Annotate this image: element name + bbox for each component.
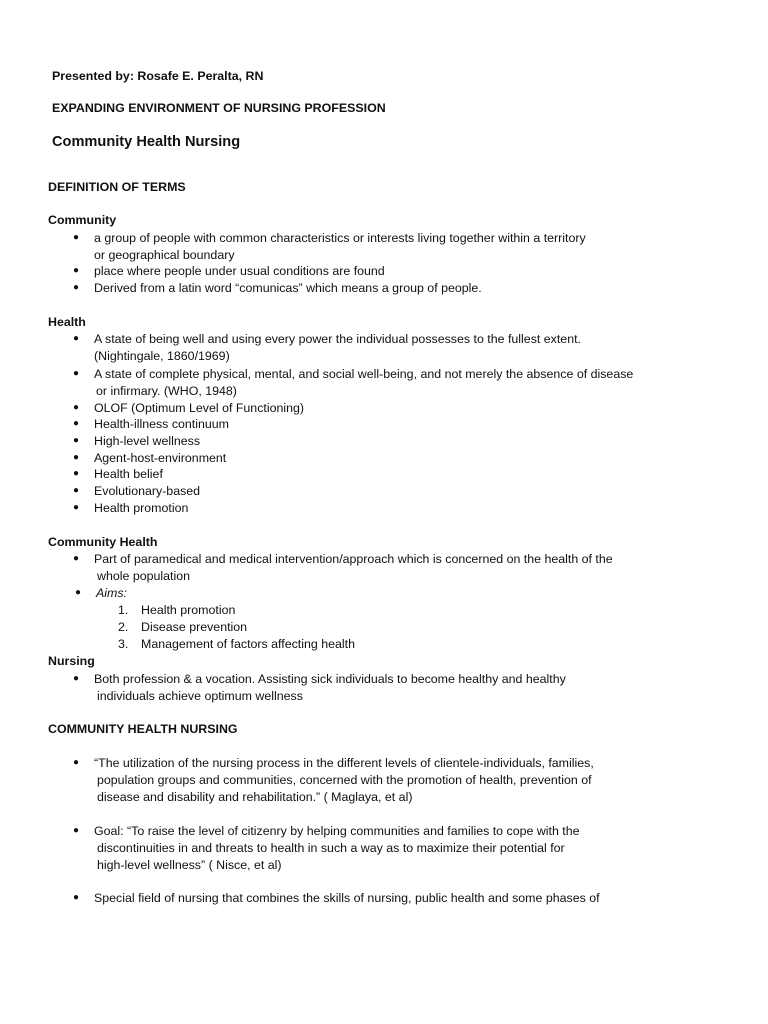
list-item: A state of being well and using every power the individual possesses to the fullest extent. (94, 332, 581, 346)
bullet-icon: ● (73, 435, 80, 446)
aim-item: Management of factors affecting health (141, 637, 355, 651)
list-item: Evolutionary-based (94, 484, 201, 498)
list-number: 1. (118, 603, 129, 617)
list-item-continuation: or infirmary. (WHO, 1948) (96, 384, 237, 398)
bullet-icon: ● (75, 587, 82, 598)
main-topic: EXPANDING ENVIRONMENT OF NURSING PROFESSION (52, 101, 386, 115)
section-heading-definitions: DEFINITION OF TERMS (48, 180, 186, 194)
aims-label: Aims: (96, 586, 127, 600)
list-item: High-level wellness (94, 434, 201, 448)
list-item: place where people under usual conditions are found (94, 264, 385, 278)
bullet-icon: ● (73, 485, 80, 496)
term-health: Health (48, 315, 86, 329)
list-item: Health belief (94, 467, 163, 481)
presenter-name: Rosafe E. Peralta, RN (137, 69, 264, 83)
list-item: a group of people with common characteristics or interests living together within a territory (94, 231, 586, 245)
list-number: 2. (118, 620, 129, 634)
bullet-icon: ● (73, 468, 80, 479)
list-item-continuation: discontinuities in and threats to health in such a way as to maximize their potential for (97, 841, 565, 855)
bullet-icon: ● (73, 265, 80, 276)
bullet-icon: ● (73, 368, 80, 379)
bullet-icon: ● (73, 892, 80, 903)
list-item-continuation: whole population (97, 569, 191, 583)
list-item-continuation: individuals achieve optimum wellness (97, 689, 303, 703)
list-item: Special field of nursing that combines the skills of nursing, public health and some phases of (94, 891, 600, 905)
page-title: Community Health Nursing (52, 134, 241, 150)
list-item: Part of paramedical and medical intervention/approach which is concerned on the health of the (94, 552, 613, 566)
list-item: OLOF (Optimum Level of Functioning) (94, 401, 305, 415)
aim-item: Health promotion (141, 603, 236, 617)
list-item-continuation: or geographical boundary (94, 248, 235, 262)
list-item-continuation: high-level wellness” ( Nisce, et al) (97, 858, 282, 872)
list-item: Goal: “To raise the level of citizenry by helping communities and families to cope with the (94, 824, 580, 838)
bullet-icon: ● (73, 333, 80, 344)
list-item: Health promotion (94, 501, 189, 515)
bullet-icon: ● (73, 282, 80, 293)
list-item: A state of complete physical, mental, and social well-being, and not merely the absence of disease (94, 367, 634, 381)
bullet-icon: ● (73, 418, 80, 429)
list-number: 3. (118, 637, 129, 651)
aim-item: Disease prevention (141, 620, 248, 634)
list-item: Agent-host-environment (94, 451, 227, 465)
list-item: Derived from a latin word “comunicas” which means a group of people. (94, 281, 482, 295)
bullet-icon: ● (73, 232, 80, 243)
term-community-health: Community Health (48, 535, 158, 549)
list-item: Health-illness continuum (94, 417, 229, 431)
list-item: Both profession & a vocation. Assisting sick individuals to become healthy and healthy (94, 672, 566, 686)
bullet-icon: ● (73, 553, 80, 564)
bullet-icon: ● (73, 502, 80, 513)
list-item-continuation: (Nightingale, 1860/1969) (94, 349, 230, 363)
bullet-icon: ● (73, 757, 80, 768)
presenter-label: Presented by: (52, 69, 134, 83)
term-community: Community (48, 213, 117, 227)
presenter-line (52, 68, 263, 84)
bullet-icon: ● (73, 402, 80, 413)
list-item-continuation: population groups and communities, concerned with the promotion of health, prevention of (97, 773, 592, 787)
bullet-icon: ● (73, 825, 80, 836)
list-item-continuation: disease and disability and rehabilitation.” ( Maglaya, et al) (97, 790, 413, 804)
list-item: “The utilization of the nursing process in the different levels of clientele-individuals, families, (94, 756, 594, 770)
bullet-icon: ● (73, 452, 80, 463)
term-nursing: Nursing (48, 654, 95, 668)
section-heading-chn: COMMUNITY HEALTH NURSING (48, 722, 238, 736)
bullet-icon: ● (73, 673, 80, 684)
